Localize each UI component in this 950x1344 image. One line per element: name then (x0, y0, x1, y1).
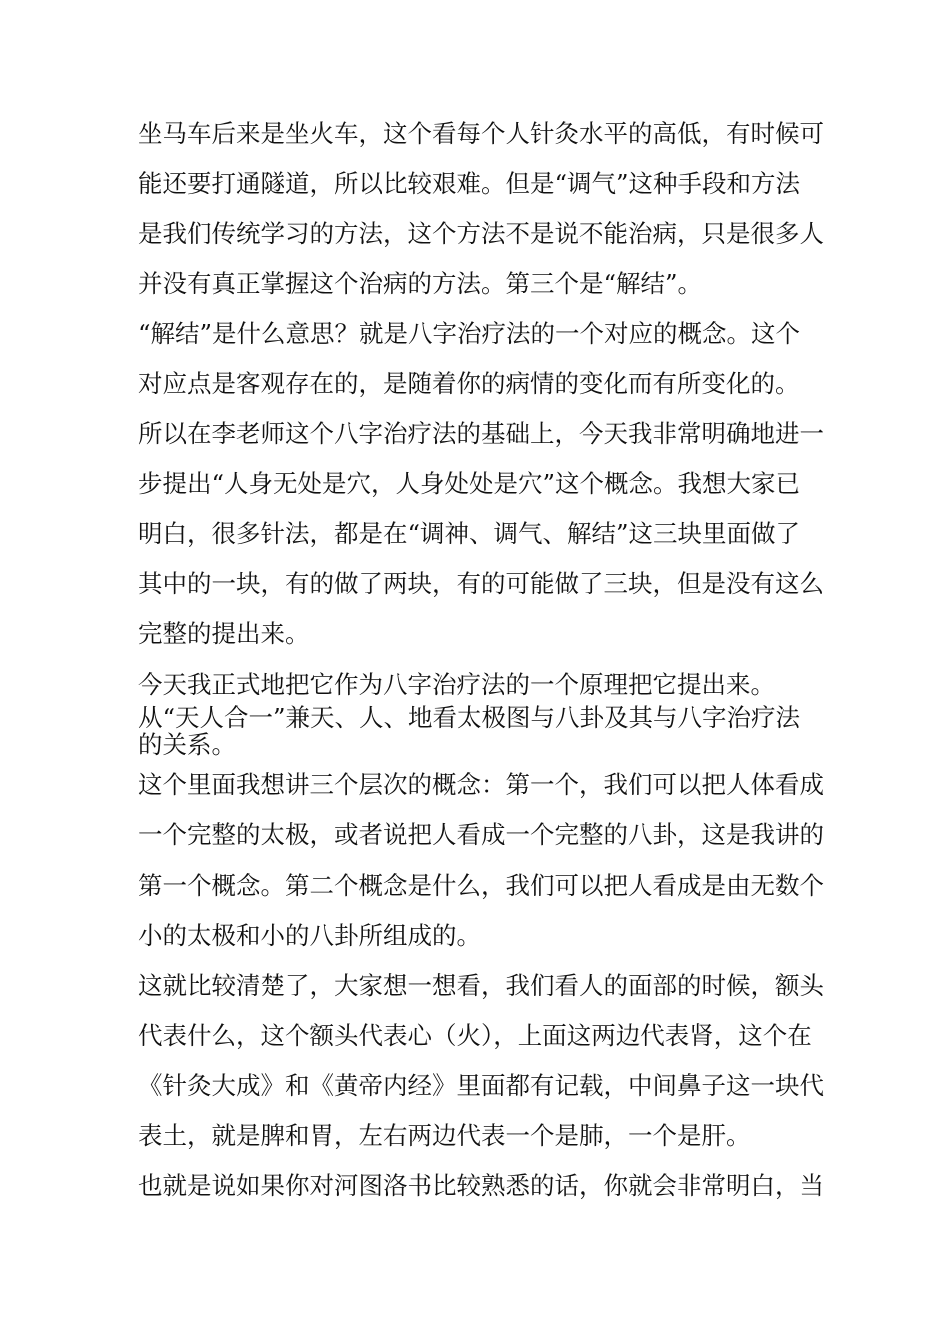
text-line-7: 所以在李老师这个八字治疗法的基础上，今天我非常明确地进一 (138, 419, 824, 448)
text-line-16: 一个完整的太极，或者说把人看成一个完整的八卦，这是我讲的 (138, 820, 824, 849)
text-line-13: 从“天人合一”兼天、人、地看太极图与八卦及其与八字治疗法 (138, 703, 801, 732)
text-line-3: 是我们传统学习的方法，这个方法不是说不能治病，只是很多人 (138, 219, 824, 248)
text-line-10: 其中的一块，有的做了两块，有的可能做了三块，但是没有这么 (138, 569, 824, 598)
text-line-23: 也就是说如果你对河图洛书比较熟悉的话，你就会非常明白，当 (138, 1171, 824, 1200)
text-line-4: 并没有真正掌握这个治病的方法。第三个是“解结”。 (138, 269, 703, 298)
text-line-12: 今天我正式地把它作为八字治疗法的一个原理把它提出来。 (138, 670, 775, 699)
text-line-6: 对应点是客观存在的，是随着你的病情的变化而有所变化的。 (138, 369, 800, 398)
text-line-8: 步提出“人身无处是穴，人身处处是穴”这个概念。我想大家已 (138, 469, 801, 498)
text-line-21: 《针灸大成》和《黄帝内经》里面都有记载，中间鼻子这一块代 (138, 1071, 824, 1100)
text-line-15: 这个里面我想讲三个层次的概念：第一个，我们可以把人体看成 (138, 770, 824, 799)
text-line-11: 完整的提出来。 (138, 619, 310, 648)
text-line-9: 明白，很多针法，都是在“调神、调气、解结”这三块里面做了 (138, 519, 801, 548)
text-line-19: 这就比较清楚了，大家想一想看，我们看人的面部的时候，额头 (138, 971, 824, 1000)
text-line-18: 小的太极和小的八卦所组成的。 (138, 921, 481, 950)
text-line-20: 代表什么，这个额头代表心（火），上面这两边代表肾，这个在 (138, 1021, 812, 1050)
text-line-14: 的关系。 (138, 730, 236, 759)
text-line-1: 坐马车后来是坐火车，这个看每个人针灸水平的高低，有时候可 (138, 119, 824, 148)
text-line-22: 表土，就是脾和胃，左右两边代表一个是肺，一个是肝。 (138, 1121, 751, 1150)
text-line-17: 第一个概念。第二个概念是什么，我们可以把人看成是由无数个 (138, 871, 824, 900)
text-line-5: “解结”是什么意思？就是八字治疗法的一个对应的概念。这个 (138, 319, 801, 348)
text-line-2: 能还要打通隧道，所以比较艰难。但是“调气”这种手段和方法 (138, 169, 801, 198)
